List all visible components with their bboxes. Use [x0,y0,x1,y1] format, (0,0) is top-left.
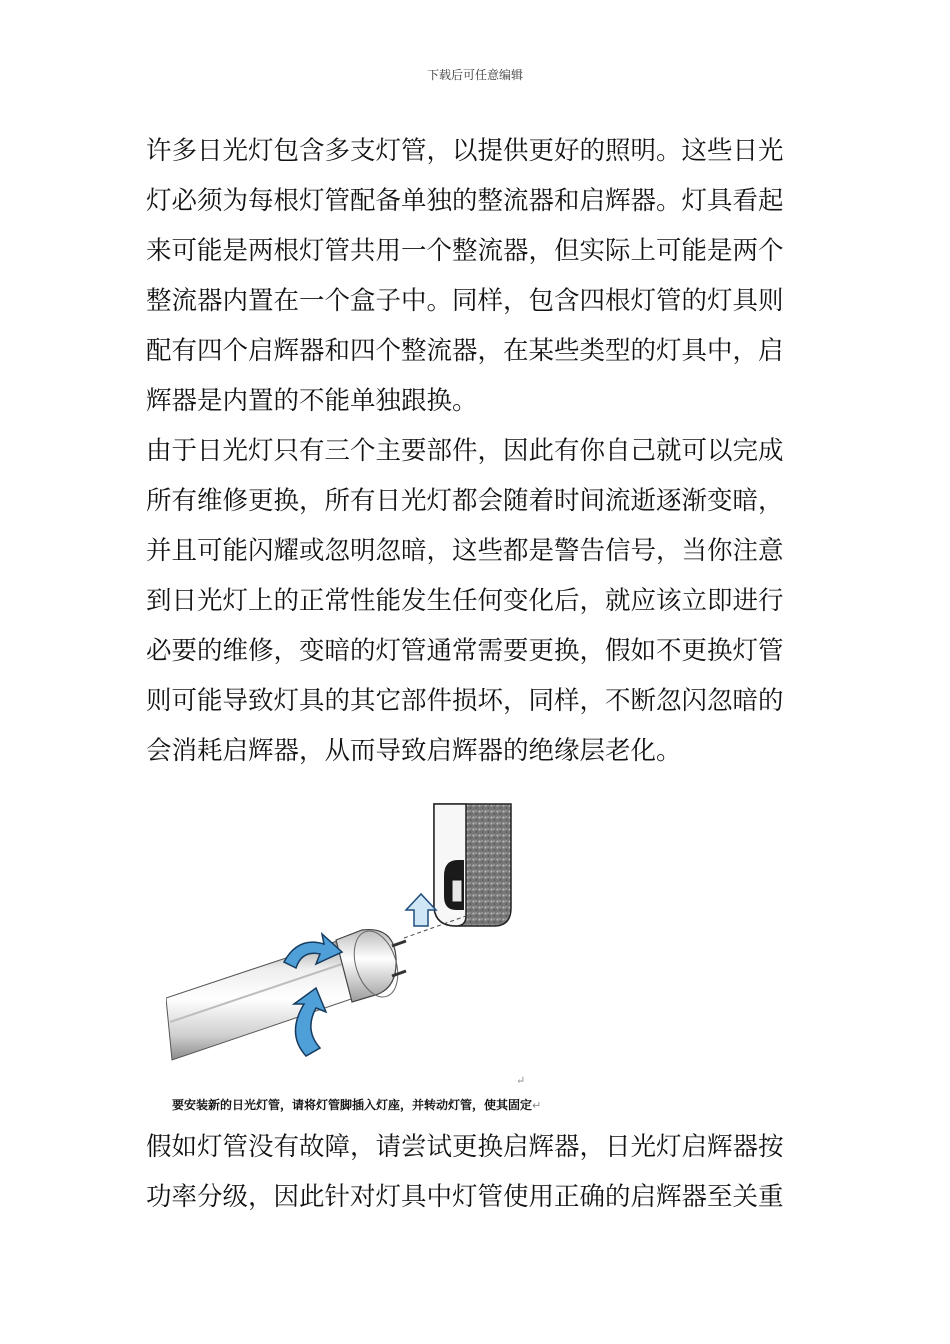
caption-text: 要安装新的日光灯管，请将灯管脚插入灯座，并转动灯管，使其固定 [172,1098,533,1112]
text-line: 到日光灯上的正常性能发生任何变化后，就应该立即进行 [146,586,784,616]
paragraph-mark: ↵ [516,1074,526,1087]
tube-installation-illustration [166,798,626,1118]
paragraph-1 [146,126,808,426]
text-line: 必要的维修，变暗的灯管通常需要更换，假如不更换灯管 [146,636,784,666]
text-line: 辉器是内置的不能单独跟换。 [146,386,478,416]
text-line: 会消耗启辉器，从而导致启辉器的绝缘层老化。 [146,736,682,766]
lamp-socket [434,804,511,926]
text-line: 并且可能闪耀或忽明忽暗，这些都是警告信号，当你注意 [146,536,784,566]
text-line: 灯必须为每根灯管配备单独的整流器和启辉器。灯具看起 [146,186,784,216]
text-line: 许多日光灯包含多支灯管，以提供更好的照明。这些日光 [146,136,784,166]
text-line: 配有四个启辉器和四个整流器，在某些类型的灯具中，启 [146,336,784,366]
page-header: 下载后可任意编辑 [426,68,523,82]
text-line: 整流器内置在一个盒子中。同样，包含四根灯管的灯具则 [146,286,784,316]
text-line: 由于日光灯只有三个主要部件，因此有你自己就可以完成 [146,436,784,466]
paragraph-2 [146,426,808,776]
text-line: 来可能是两根灯管共用一个整流器，但实际上可能是两个 [146,236,784,266]
text-line: 则可能导致灯具的其它部件损坏，同样，不断忽闪忽暗的 [146,686,784,716]
up-arrow-icon [406,894,436,926]
paragraph-3 [146,1122,808,1222]
text-line: 所有维修更换，所有日光灯都会随着时间流逝逐渐变暗， [146,486,784,516]
text-line: 功率分级，因此针对灯具中灯管使用正确的启辉器至关重 [146,1182,784,1212]
text-line: 假如灯管没有故障，请尝试更换启辉器，日光灯启辉器按 [146,1132,784,1162]
figure-caption [172,1096,541,1113]
paragraph-mark: ↵ [532,1099,542,1112]
fluorescent-tube [166,925,406,1060]
